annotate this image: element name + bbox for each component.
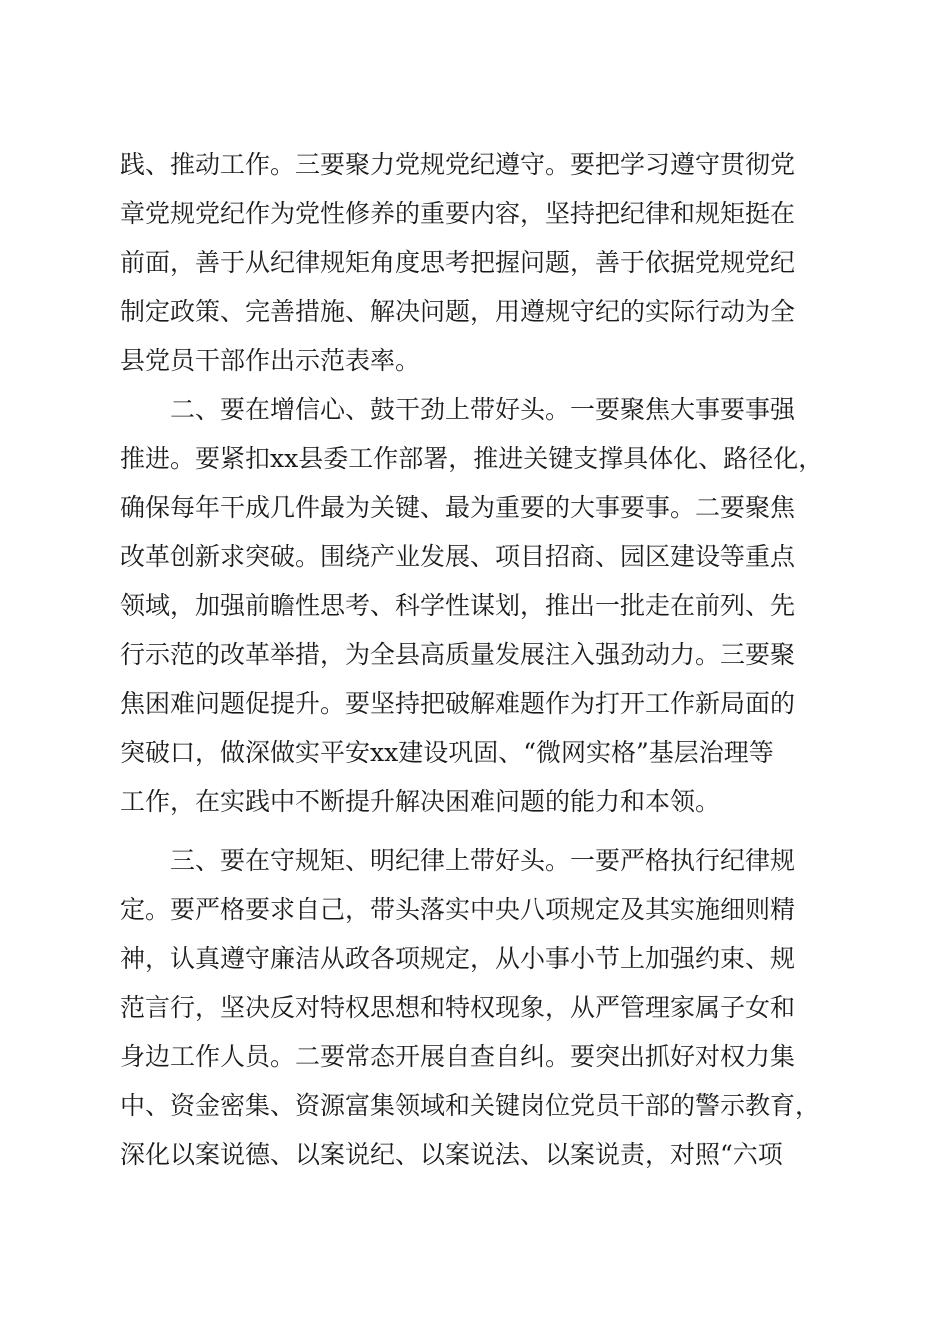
text-line-1: 践、推动工作。三要聚力党规党纪遵守。要把学习遵守贯彻党 bbox=[120, 150, 796, 179]
text-line-12: 焦困难问题促提升。要坚持把破解难题作为打开工作新局面的 bbox=[120, 689, 796, 718]
text-line-5: 县党员干部作出示范表率。 bbox=[120, 346, 421, 375]
text-line-2: 章党规党纪作为党性修养的重要内容，坚持把纪律和规矩挺在 bbox=[120, 199, 796, 228]
text-line-20: 中、资金密集、资源富集领域和关键岗位党员干部的警示教育， bbox=[120, 1091, 821, 1120]
text-line-14: 工作，在实践中不断提升解决困难问题的能力和本领。 bbox=[120, 787, 721, 816]
text-line-9: 改革创新求突破。围绕产业发展、项目招商、园区建设等重点 bbox=[120, 542, 796, 571]
text-line-21: 深化以案说德、以案说纪、以案说法、以案说责，对照“六项 bbox=[120, 1140, 783, 1169]
text-line-4: 制定政策、完善措施、解决问题，用遵规守纪的实际行动为全 bbox=[120, 297, 796, 326]
text-line-6: 二、要在增信心、鼓干劲上带好头。一要聚焦大事要事强 bbox=[170, 395, 796, 424]
text-line-3: 前面，善于从纪律规矩角度思考把握问题，善于依据党规党纪 bbox=[120, 248, 796, 277]
text-line-16: 定。要严格要求自己，带头落实中央八项规定及其实施细则精 bbox=[120, 895, 796, 924]
text-line-19: 身边工作人员。二要常态开展自查自纠。要突出抓好对权力集 bbox=[120, 1042, 796, 1071]
text-line-11: 行示范的改革举措，为全县高质量发展注入强劲动力。三要聚 bbox=[120, 640, 796, 669]
text-line-7: 推进。要紧扣xx县委工作部署，推进关键支撑具体化、路径化， bbox=[120, 444, 824, 473]
text-line-10: 领域，加强前瞻性思考、科学性谋划，推出一批走在前列、先 bbox=[120, 591, 796, 620]
text-line-15: 三、要在守规矩、明纪律上带好头。一要严格执行纪律规 bbox=[170, 846, 796, 875]
text-line-17: 神，认真遵守廉洁从政各项规定，从小事小节上加强约束、规 bbox=[120, 944, 796, 973]
text-line-13: 突破口，做深做实平安xx建设巩固、“微网实格”基层治理等 bbox=[120, 738, 774, 767]
text-line-8: 确保每年干成几件最为关键、最为重要的大事要事。二要聚焦 bbox=[120, 493, 796, 522]
text-line-18: 范言行，坚决反对特权思想和特权现象，从严管理家属子女和 bbox=[120, 993, 796, 1022]
